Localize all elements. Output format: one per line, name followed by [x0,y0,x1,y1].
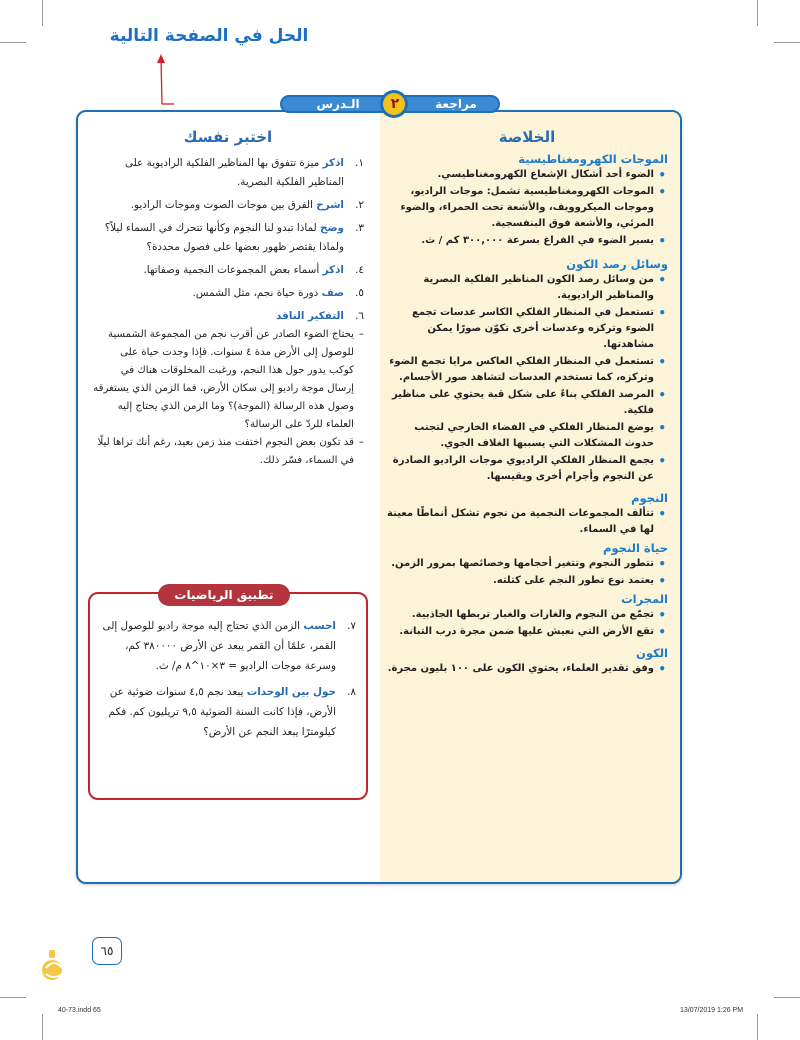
question-keyword: اذكر [322,157,344,169]
section-heading: وسائل رصد الكون [566,257,668,271]
question-keyword: وضح [320,222,344,234]
question-item [98,682,356,742]
question-number: ٤. [355,264,364,276]
banner-lesson-label: الـدرس [316,97,360,111]
question-number: ٥. [355,287,364,299]
question-text: الفرق بين موجات الصوت وموجات الراديو. [130,199,317,211]
crop-mark [774,42,800,43]
summary-bullet: • من وسائل رصد الكون المناظير الفلكية البصرية والمناظير الراديوية. [386,272,668,304]
crop-mark [757,0,758,26]
question-text: دورة حياة نجم، مثل الشمس. [192,287,322,299]
math-questions [98,616,356,742]
section-heading: الكون [636,646,668,660]
summary-bullet: • تجمّع من النجوم والغازات والغبار تربطها الجاذبية. [386,607,668,623]
summary-bullet: • الموجات الكهرومغناطيسية تشمل: موجات الراديو، وموجات الميكروويف، والأشعة تحت الحمراء، والضوء المرئي، والأشعة فوق البنفسجية. [386,184,668,232]
question-text: أسماء بعض المجموعات النجمية وصفاتها. [143,264,323,276]
summary-bullet: • تستعمل في المنظار الفلكي العاكس مرايا تجمع الضوء وتركزه، كما تستخدم العدسات لتشاهد صور الأجسام. [386,354,668,386]
critical-thinking-item: – يحتاج الضوء الصادر عن أقرب نجم من المجموعة الشمسية للوصول إلى الأرض مدة ٤ سنوات. فإذا وجدت حياة على كوكب يدور حول هذا النجم، ورغبت المخلوقات هناك في إرسال موجة راديو إلى سكان الأرض، فما الزمن الذي يستغرقه وصول هذه الرسالة (الموجة)؟ وما الزمن الذي يحتاج إليه العلماء للردّ على الرسالة؟ [92,326,364,434]
question-keyword: اشرح [316,199,344,211]
summary-bullet: • يوضع المنظار الفلكي في الفضاء الخارجي لتجنب حدوث المشكلات التي يسببها الغلاف الجوي. [386,420,668,452]
question-keyword: اذكر [322,264,344,276]
crop-mark [42,1014,43,1040]
summary-column [386,128,668,678]
critical-thinking-item: – قد تكون بعض النجوم اختفت منذ زمن بعيد، رغم أنك تراها ليلًا في السماء، فسّر ذلك. [92,434,364,470]
page-number: ٦٥ [92,937,122,965]
test-yourself-column [92,128,364,470]
summary-bullet: • تقع الأرض التي نعيش عليها ضمن مجرة درب التبانة. [386,624,668,640]
summary-bullet: • المرصد الفلكي بناءٌ على شكل قبة يحتوي على مناظير فلكية. [386,387,668,419]
question-keyword: التفكير الناقد [276,310,344,322]
question-text: لماذا تبدو لنا النجوم وكأنها تتحرك في السماء ليلاً؟ ولماذا يقتصر ظهور بعضها على فصول محددة؟ [104,222,344,253]
question-text: الزمن الذي تحتاج إليه موجة راديو للوصول إلى القمر، علمًا أن القمر يبعد عن الأرض ٣٨٠٠٠٠ كم، وسرعة موجات الراديو = ٣×١٠^٨ م/ ث. [102,620,336,672]
answer-note: الحل في الصفحة التالية [109,26,309,46]
section-heading: الموجات الكهرومغناطيسية [518,152,668,166]
crop-mark [42,0,43,26]
question-text: يبعد نجم ٤,٥ سنوات ضوئية عن الأرض، فإذا كانت السنة الضوئية ٩,٥ تريليون كم. فكم كيلومترًا يبعد النجم عن الأرض؟ [108,686,336,738]
question-number: ٦. [355,310,364,322]
question-item [92,196,364,215]
question-number: ٧. [347,620,356,632]
summary-bullet: • تستعمل في المنظار الفلكي الكاسر عدسات تجمع الضوء وتركزه وعدسات أخرى تكوّن صورًا يمكن مشاهدتها. [386,305,668,353]
crop-mark [757,1014,758,1040]
crop-mark [0,997,26,998]
summary-bullet: • يجمع المنظار الفلكي الراديوي موجات الراديو الصادرة عن النجوم وأجرام أخرى ويقيسها. [386,453,668,485]
crop-mark [0,42,26,43]
summary-bullet: • يسير الضوء في الفراغ بسرعة ٣٠٠,٠٠٠ كم / ث. [386,233,668,249]
crop-mark [774,997,800,998]
question-keyword: حول بين الوحدات [246,686,336,698]
annotation-arrow-icon [150,52,180,110]
math-application-title: تطبيق الرياضيات [158,584,290,606]
question-item [92,261,364,280]
question-item [92,307,364,326]
question-number: ٨. [347,686,356,698]
question-number: ١. [355,157,364,169]
summary-bullet: • تتألف المجموعات النجمية من نجوم تشكل أنماطًا معينة لها في السماء. [386,506,668,538]
summary-title: الخلاصة [498,128,556,146]
publisher-logo-icon [40,948,70,988]
question-item [92,219,364,257]
section-heading: حياة النجوم [603,541,668,555]
question-text: ميزة تتفوق بها المناظير الفلكية الراديوية على المناظير الفلكية البصرية. [125,157,344,188]
question-keyword: احسب [303,620,336,632]
test-yourself-title: اختبر نفسك [183,128,273,146]
question-item [98,616,356,676]
question-number: ٢. [355,199,364,211]
footer-date: 13/07/2019 1:26 PM [680,1007,744,1014]
question-number: ٣. [355,222,364,234]
question-item [92,284,364,303]
banner-review-label: مراجعة [435,97,477,111]
question-keyword: صف [321,287,344,299]
question-item [92,154,364,192]
footer-file: 40-73.indd 65 [58,1007,101,1014]
summary-bullet: • يعتمد نوع تطور النجم على كتلته. [386,573,668,589]
summary-bullet: • وفق تقدير العلماء، يحتوي الكون على ١٠٠ بليون مجرة. [386,661,668,677]
banner-number: ٢ [390,96,400,112]
summary-bullet: • الضوء أحد أشكال الإشعاع الكهرومغناطيسي. [386,167,668,183]
section-heading: النجوم [631,491,668,505]
summary-bullet: • تتطور النجوم وتتغير أحجامها وخصائصها بمرور الزمن. [386,556,668,572]
section-heading: المجرات [621,592,668,606]
